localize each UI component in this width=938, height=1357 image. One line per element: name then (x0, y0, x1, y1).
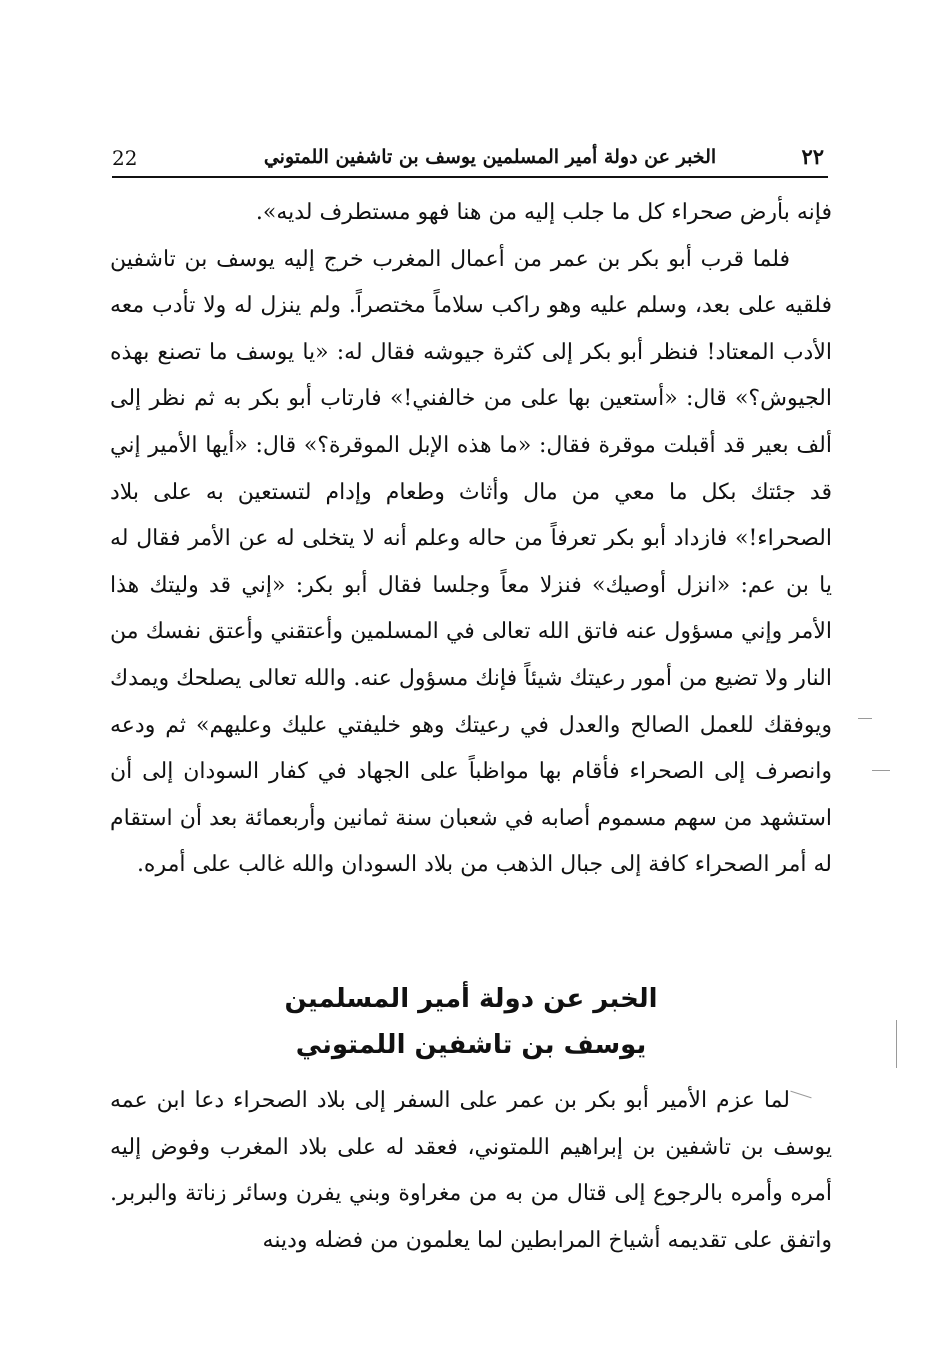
running-header-title: الخبر عن دولة أمير المسلمين يوسف بن تاشفين اللمتوني (263, 146, 717, 168)
page-number-latin: 22 (112, 146, 138, 170)
paragraph-section-start: لما عزم الأمير أبو بكر بن عمر على السفر إلى بلاد الصحراء دعا ابن عمه يوسف بن تاشفين بن إبراهيم اللمتوني، فعقد له على بلاد المغرب وفوض إليه أمره وأمره بالرجوع إلى قتال من به من مغراوة وبني يفرن وسائر زناتة والبربر. واتفق على تقديمه أشياخ المرابطين لما يعلمون من فضله ودينه (110, 1088, 832, 1253)
paragraph-main: فلما قرب أبو بكر بن عمر من أعمال المغرب خرج إليه يوسف بن تاشفين فلقيه على بعد، وسلم عليه وهو راكب سلاماً مختصراً. ولم ينزل له ولا تأدب معه الأدب المعتاد! فنظر أبو بكر إلى كثرة جيوشه فقال له: «يا يوسف ما تصنع بهذه الجيوش؟» قال: «أستعين بها على من خالفني!» فارتاب أبو بكر به ثم نظر إلى ألف بعير قد أقبلت موقرة فقال: «ما هذه الإبل الموقرة؟» قال: «أيها الأمير إني قد جئتك بكل ما معي من مال وأثاث وطعام وإدام لتستعين به على بلاد الصحراء!» فازداد أبو بكر تعرفاً من حاله وعلم أنه لا يتخلى له عن الأمر فقال له يا بن عم: «انزل أوصيك» فنزلا معاً وجلسا فقال أبو بكر: «إني قد وليتك هذا الأمر وإني مسؤول عنه فاتق الله تعالى في المسلمين وأعتقني وأعتق نفسك من النار ولا تضيع من أمور رعيتك شيئاً فإنك مسؤول عنه. والله تعالى يصلحك ويمدك ويوفقك للعمل الصالح والعدل في رعيتك وهو خليفتي عليك وعليهم» ثم ودعه وانصرف إلى الصحراء فأقام بها مواظباً على الجهاد في كفار السودان إلى أن استشهد من سهم مسموم أصابه في شعبان سنة ثمانين وأربعمائة بعد أن استقام له أمر الصحراء كافة إلى جبال الذهب من بلاد السودان والله غالب على أمره. (109, 246, 832, 878)
section-heading-line-1: الخبر عن دولة أمير المسلمين (284, 984, 658, 1014)
running-header (112, 140, 828, 178)
scan-artifact-mark (872, 770, 890, 771)
scan-artifact-mark (858, 718, 872, 719)
page-number-arabic: ٢٢ (801, 144, 824, 169)
paragraph-continuation: فإنه بأرض صحراء كل ما جلب إليه من هنا فهو مستطرف لديه». (255, 200, 832, 225)
section-heading-line-2: يوسف بن تاشفين اللمتوني (295, 1030, 647, 1060)
scan-artifact-mark (896, 1020, 897, 1068)
body-text-bottom (110, 1078, 832, 1264)
body-text-top (110, 190, 832, 889)
section-heading (110, 976, 832, 1068)
